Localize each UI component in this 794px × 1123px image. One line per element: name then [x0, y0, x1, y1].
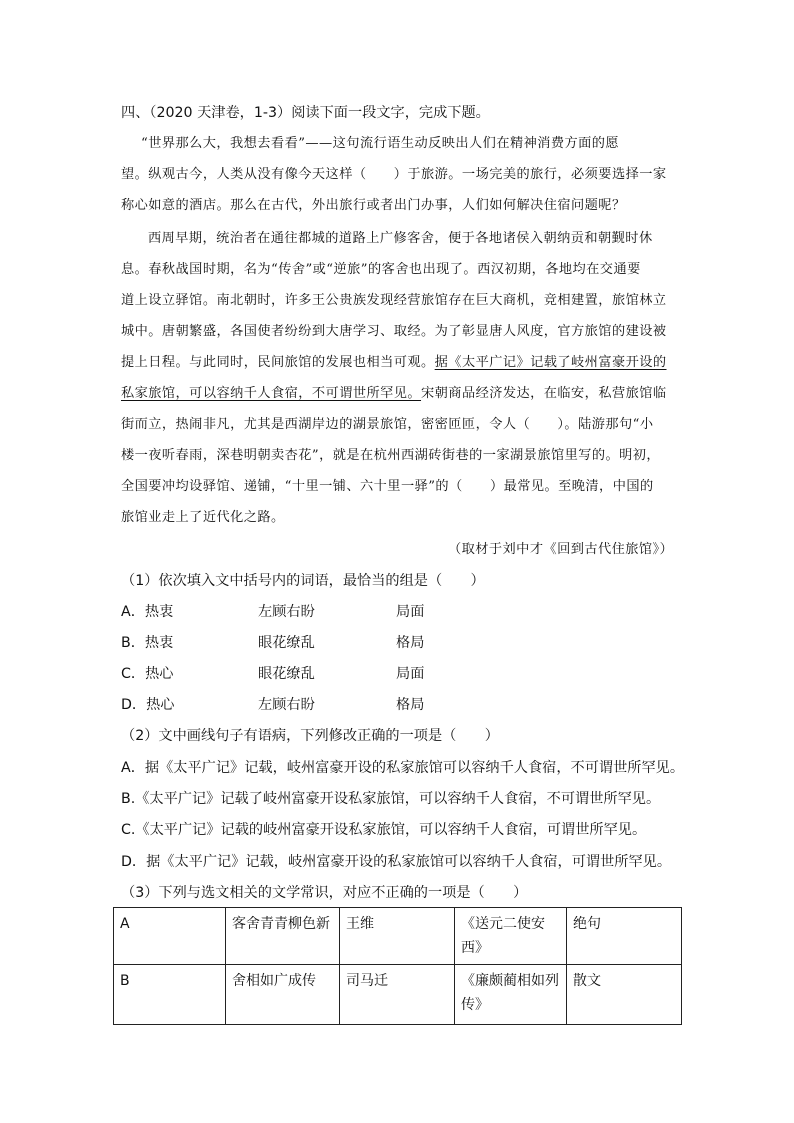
passage-text: 宋朝商品经济发达，在临安，私营旅馆临: [421, 386, 667, 401]
section-heading: 四、（2020 天津卷，1-3）阅读下面一段文字，完成下题。: [121, 105, 490, 121]
passage-line: 楼一夜听春雨，深巷明朝卖杏花”，就是在杭州西湖砖街巷的一家湖景旅馆里写的。明初，: [121, 448, 661, 463]
passage-line: 望。纵观古今，人类从没有像今天这样（ ）于旅游。一场完美的旅行，必须要选择一家: [121, 167, 667, 182]
table-row: [114, 965, 682, 1025]
passage-line: 旅馆业走上了近代化之路。: [121, 510, 285, 525]
passage-line: “世界那么大，我想去看看”——这句流行语生动反映出人们在精神消费方面的愿: [141, 136, 620, 151]
passage-line: 街而立，热闹非凡，尤其是西湖岸边的湖景旅馆，密密匝匝，令人（ ）。陆游那句“小: [121, 417, 654, 432]
table-cell: 《廉颇蔺相如列传》: [455, 965, 567, 1025]
passage-source: （取材于刘中才《回到古代住旅馆》）: [448, 542, 674, 557]
underlined-sentence: 据《太平广记》记载了岐州富豪开设的: [434, 355, 667, 370]
passage-line: 全国要冲均设驿馆、递铺，“十里一铺、六十里一驿”的（ ）最常见。至晚清，中国的: [121, 479, 654, 494]
table-cell: B: [114, 965, 226, 1025]
passage-line: 西周早期，统治者在通往都城的道路上广修客舍，便于各地诸侯入朝纳贡和朝觐时休: [148, 231, 653, 246]
q2-option-c: C.《太平广记》记载的岐州富豪开设私家旅馆，可以容纳千人食宿，可谓世所罕见。: [121, 822, 647, 838]
passage-line: [121, 384, 667, 404]
q2-option-d: D．据《太平广记》记载，岐州富豪开设的私家旅馆可以容纳千人食宿，可谓世所罕见。: [121, 854, 672, 870]
passage-line: [121, 353, 667, 373]
passage-text: 提上日程。与此同时，民间旅馆的发展也相当可观。: [121, 355, 435, 370]
table-cell: 司马迁: [340, 965, 455, 1025]
q1-stem: （1）依次填入文中括号内的词语，最恰当的组是（ ）: [121, 573, 485, 589]
table-cell: 客舍青青柳色新: [226, 908, 340, 965]
table-cell: 《送元二使安西》: [455, 908, 567, 965]
table-cell: A: [114, 908, 226, 965]
q3-stem: （3）下列与选文相关的文学常识，对应不正确的一项是（ ）: [121, 885, 528, 901]
passage-line: 城中。唐朝繁盛，各国使者纷纷到大唐学习、取经。为了彰显唐人风度，官方旅馆的建设被: [121, 324, 667, 339]
table-row: [114, 908, 682, 965]
table-cell: 舍相如广成传: [226, 965, 340, 1025]
literature-table: [113, 907, 682, 1025]
underlined-sentence: 私家旅馆，可以容纳千人食宿，不可谓世所罕见。: [121, 386, 422, 401]
table-cell: 散文: [567, 965, 682, 1025]
passage-line: 息。春秋战国时期，名为“传舍”或“逆旅”的客舍也出现了。西汉初期，各地均在交通要: [121, 262, 641, 277]
q2-option-a: A．据《太平广记》记载，岐州富豪开设的私家旅馆可以容纳千人食宿，不可谓世所罕见。: [121, 760, 685, 776]
q2-option-b: B.《太平广记》记载了岐州富豪开设私家旅馆，可以容纳千人食宿，不可谓世所罕见。: [121, 791, 661, 807]
table-cell: 绝句: [567, 908, 682, 965]
passage-line: 称心如意的酒店。那么在古代，外出旅行或者出门办事，人们如何解决住宿问题呢？: [121, 198, 626, 213]
table-cell: 王维: [340, 908, 455, 965]
passage-line: 道上设立驿馆。南北朝时，许多王公贵族发现经营旅馆存在巨大商机，竞相建置，旅馆林立: [121, 293, 667, 308]
q2-stem: （2）文中画线句子有语病，下列修改正确的一项是（ ）: [121, 728, 499, 744]
